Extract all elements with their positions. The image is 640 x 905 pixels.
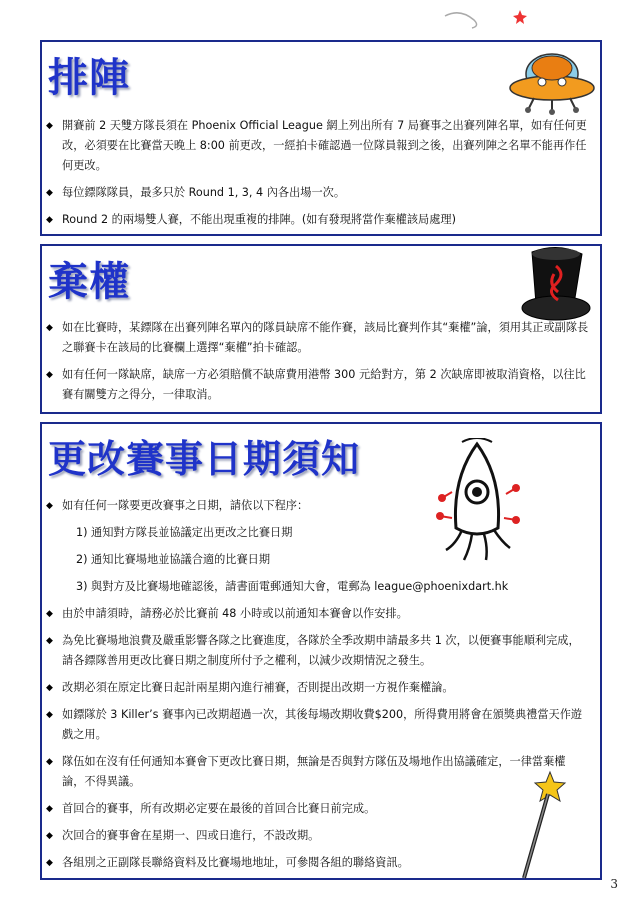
reschedule-title: 更改賽事日期須知 <box>48 436 361 481</box>
reschedule-item: ◆ 為免比賽場地浪費及嚴重影響各隊之比賽進度，各隊於全季改期申請最多共 1 次，以便賽事能順利完成，請各鏢隊善用更改比賽日期之制度所付予之權利，以減少改期情況之發生。 <box>46 631 590 671</box>
forfeit-section <box>40 244 602 414</box>
forfeit-title: 棄權 <box>48 258 130 305</box>
procedure-step: 1) 通知對方隊長並協議定出更改之比賽日期 <box>76 526 293 539</box>
reschedule-section <box>40 422 602 880</box>
lineup-item: ◆ 開賽前 2 天雙方隊長須在 Phoenix Official League 網上列出所有 7 局賽事之出賽列陣名單，如有任何更改，必須要在比賽當天晚上 8:00 前更改，一經拍卡確認過一位隊員報到之後，出賽列陣之名單不能再作任何更改。 <box>46 116 590 176</box>
sparkle-icon <box>440 6 530 36</box>
reschedule-intro: ◆ 如有任何一隊要更改賽事之日期，請依以下程序： <box>46 496 590 516</box>
lineup-section <box>40 40 602 236</box>
reschedule-item: ◆ 各組別之正副隊長聯絡資料及比賽場地地址，可參閱各組的聯絡資訊。 <box>46 853 590 873</box>
diamond-bullet-icon: ◆ <box>46 188 53 198</box>
diamond-bullet-icon: ◆ <box>46 636 53 646</box>
reschedule-item: ◆ 如鏢隊於 3 Killer’s 賽事內已改期超過一次，其後每場改期收費$200，所得費用將會在頒獎典禮當天作遊戲之用。 <box>46 705 590 745</box>
reschedule-item: ◆ 首回合的賽事，所有改期必定要在最後的首回合比賽日前完成。 <box>46 799 590 819</box>
reschedule-item: ◆ 由於申請須時，請務必於比賽前 48 小時或以前通知本賽會以作安排。 <box>46 604 590 624</box>
diamond-bullet-icon: ◆ <box>46 370 53 380</box>
diamond-bullet-icon: ◆ <box>46 804 53 814</box>
ufo-icon <box>508 46 596 116</box>
diamond-bullet-icon: ◆ <box>46 858 53 868</box>
diamond-bullet-icon: ◆ <box>46 609 53 619</box>
diamond-bullet-icon: ◆ <box>46 323 53 333</box>
diamond-bullet-icon: ◆ <box>46 757 53 767</box>
diamond-bullet-icon: ◆ <box>46 683 53 693</box>
diamond-bullet-icon: ◆ <box>46 501 53 511</box>
diamond-bullet-icon: ◆ <box>46 215 53 225</box>
diamond-bullet-icon: ◆ <box>46 121 53 131</box>
diamond-bullet-icon: ◆ <box>46 831 53 841</box>
forfeit-item: ◆ 如有任何一隊缺席，缺席一方必須賠償不缺席費用港幣 300 元給對方，第 2 次缺席即被取消資格，以往比賽有關雙方之得分，一律取消。 <box>46 365 590 405</box>
lineup-item: ◆ 每位鏢隊隊員，最多只於 Round 1, 3, 4 內各出場一次。 <box>46 183 590 203</box>
procedure-step: 3) 與對方及比賽場地確認後，請書面電郵通知大會，電郵為 league@phoenixdart.hk <box>76 580 509 593</box>
reschedule-item: ◆ 次回合的賽事會在星期一、四或日進行，不設改期。 <box>46 826 590 846</box>
lineup-title: 排陣 <box>48 54 130 101</box>
magic-hat-icon <box>518 244 594 326</box>
lineup-item: ◆ Round 2 的兩場雙人賽，不能出現重複的排陣。(如有發現將當作棄權該局處理) <box>46 210 590 230</box>
page-number: 3 <box>610 877 618 891</box>
diamond-bullet-icon: ◆ <box>46 710 53 720</box>
reschedule-item: ◆ 改期必須在原定比賽日起計兩星期內進行補賽，否則提出改期一方視作棄權論。 <box>46 678 590 698</box>
reschedule-item: ◆ 隊伍如在沒有任何通知本賽會下更改比賽日期，無論是否與對方隊伍及場地作出協議確定，一律當棄權論，不得異議。 <box>46 752 590 792</box>
forfeit-item: ◆ 如在比賽時，某鏢隊在出賽列陣名單內的隊員缺席不能作賽，該局比賽判作其“棄權”論，須用其正或副隊長之聯賽卡在該局的比賽欄上選擇“棄權”拍卡確認。 <box>46 318 590 358</box>
procedure-step: 2) 通知比賽場地並協議合適的比賽日期 <box>76 553 271 566</box>
